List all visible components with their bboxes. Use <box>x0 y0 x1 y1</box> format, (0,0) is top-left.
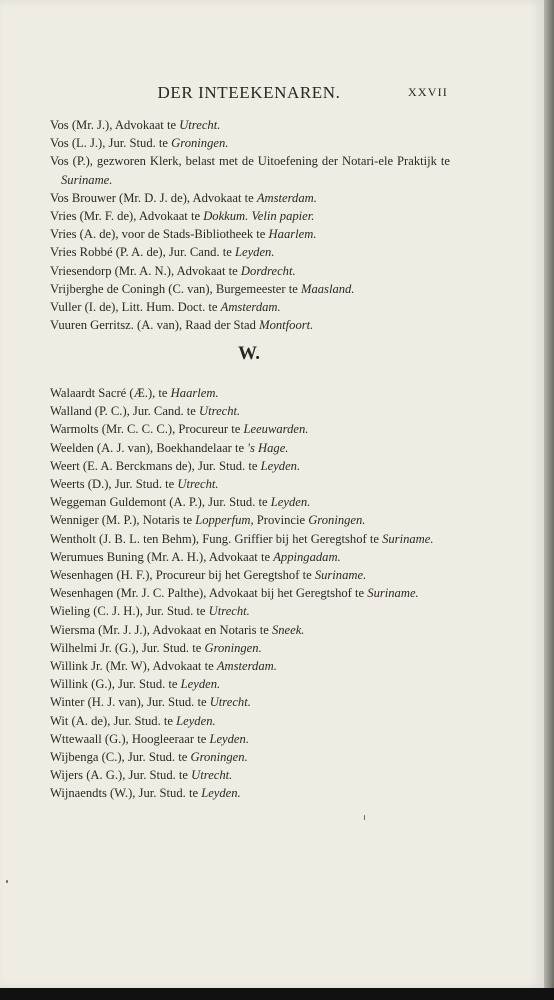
list-item: Vrijberghe de Coningh (C. van), Burgemeester te Maasland. <box>50 281 355 296</box>
list-item: Wijnaendts (W.), Jur. Stud. te Leyden. <box>50 786 241 801</box>
list-item: Wilhelmi Jr. (G.), Jur. Stud. te Groningen. <box>50 640 262 655</box>
running-title: DER INTEEKENAREN. <box>157 83 341 102</box>
list-item: Vuuren Gerritsz. (A. van), Raad der Stad Montfoort. <box>50 318 314 333</box>
list-item: Walaardt Sacré (Æ.), te Haarlem. <box>50 386 219 400</box>
page-number: XXVII <box>408 85 448 99</box>
list-item: Vuller (I. de), Litt. Hum. Doct. te Amsterdam. <box>50 300 281 315</box>
list-item: Vos (P.), gezworen Klerk, belast met de Uitoefening der Notari-ele Praktijk te Suriname. <box>50 154 450 187</box>
list-item: Wieling (C. J. H.), Jur. Stud. te Utrecht. <box>50 604 250 619</box>
page-spine-edge <box>544 0 554 988</box>
list-item: Vriesendorp (Mr. A. N.), Advokaat te Dordrecht. <box>50 263 296 278</box>
list-item: Wentholt (J. B. L. ten Behm), Fung. Griffier bij het Geregtshof te Suriname. <box>50 531 434 546</box>
paper-speck <box>6 880 8 883</box>
list-item: Weert (E. A. Berckmans de), Jur. Stud. te Leyden. <box>50 458 301 473</box>
list-item: Willink Jr. (Mr. W), Advokaat te Amsterdam. <box>50 659 277 674</box>
list-item: Wenniger (M. P.), Notaris te Lopperfum, Provincie Groningen. <box>50 513 366 528</box>
list-item: Wesenhagen (H. F.), Procureur bij het Geregtshof te Suriname. <box>50 568 367 583</box>
list-item: Walland (P. C.), Jur. Cand. te Utrecht. <box>50 404 241 419</box>
list-item: Willink (G.), Jur. Stud. te Leyden. <box>50 677 221 692</box>
list-item: Warmolts (Mr. C. C. C.), Procureur te Leeuwarden. <box>50 422 309 437</box>
scan-border <box>0 988 554 1000</box>
list-item: Wesenhagen (Mr. J. C. Palthe), Advokaat bij het Geregtshof te Suriname. <box>50 586 419 601</box>
subscriber-list-w <box>50 384 450 803</box>
section-heading-w: W. <box>237 343 260 364</box>
subscriber-list-v <box>50 116 450 334</box>
page-header <box>50 83 448 107</box>
list-item: Werumues Buning (Mr. A. H.), Advokaat te Appingadam. <box>50 549 341 564</box>
list-item: Wit (A. de), Jur. Stud. te Leyden. <box>50 713 216 728</box>
list-item: Wttewaall (G.), Hoogleeraar te Leyden. <box>50 731 249 746</box>
list-item: Vos (Mr. J.), Advokaat te Utrecht. <box>50 118 221 132</box>
list-item: Vries (Mr. F. de), Advokaat te Dokkum. Velin papier. <box>50 209 315 224</box>
paper-speck <box>364 815 365 820</box>
list-item: Wijers (A. G.), Jur. Stud. te Utrecht. <box>50 768 233 783</box>
list-item: Weggeman Guldemont (A. P.), Jur. Stud. te Leyden. <box>50 495 311 510</box>
list-item: Weelden (A. J. van), Boekhandelaar te 's Hage. <box>50 440 289 455</box>
list-item: Winter (H. J. van), Jur. Stud. te Utrecht. <box>50 695 251 710</box>
list-item: Weerts (D.), Jur. Stud. te Utrecht. <box>50 477 219 492</box>
list-item: Vos Brouwer (Mr. D. J. de), Advokaat te Amsterdam. <box>50 190 317 205</box>
list-item: Vos (L. J.), Jur. Stud. te Groningen. <box>50 136 229 151</box>
list-item: Vries Robbé (P. A. de), Jur. Cand. te Leyden. <box>50 245 275 260</box>
list-item: Wijbenga (C.), Jur. Stud. te Groningen. <box>50 750 248 765</box>
list-item: Wiersma (Mr. J. J.), Advokaat en Notaris te Sneek. <box>50 622 305 637</box>
list-item: Vries (A. de), voor de Stads-Bibliotheek te Haarlem. <box>50 227 317 242</box>
